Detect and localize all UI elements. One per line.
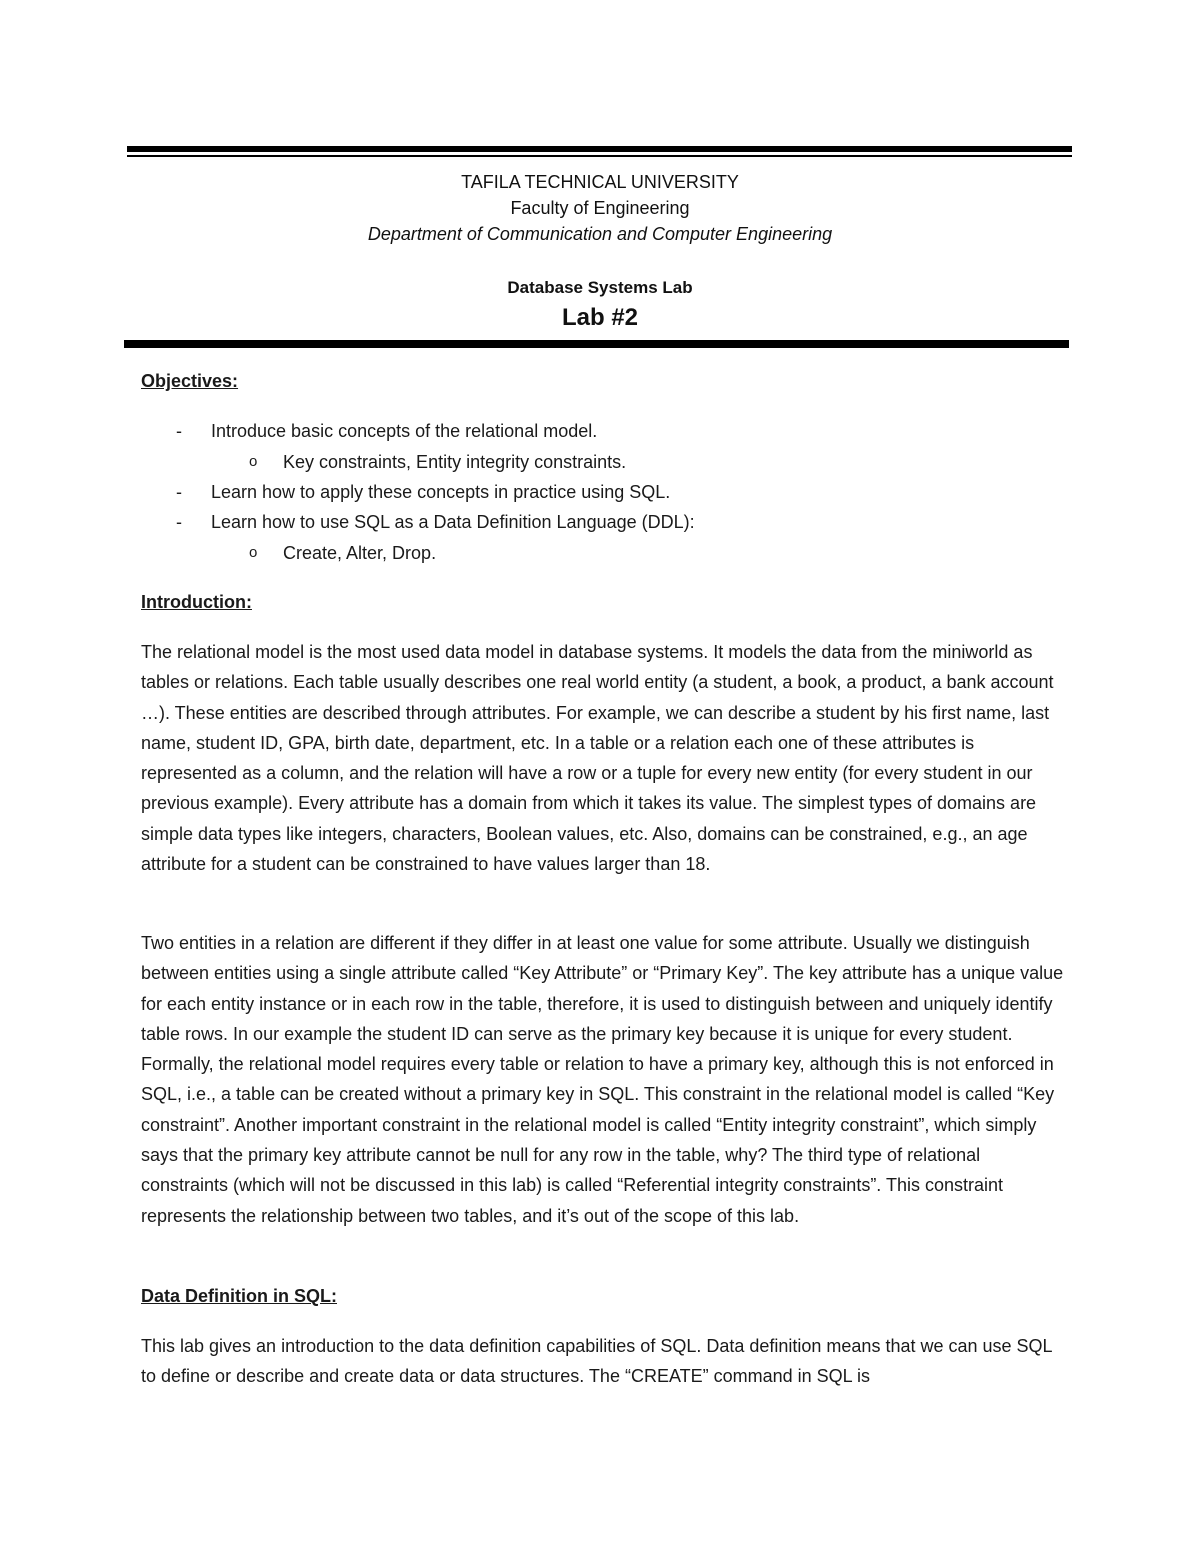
data-definition-paragraph-1: This lab gives an introduction to the data definition capabilities of SQL. Data definition means that we can use SQL to define or describe and create data or data structures. The “CREATE” command in SQL is — [141, 1336, 1052, 1387]
list-item: Learn how to apply these concepts in practice using SQL. — [211, 482, 671, 502]
lab-title: Lab #2 — [561, 304, 639, 331]
header-top-rule-thin — [127, 155, 1072, 157]
introduction-paragraph-1: The relational model is the most used data model in database systems. It models the data from the miniworld as tables or relations. Each table usually describes one real world entity (a student, a book, a product, a bank account …). These entities are described through attributes. For example, we can describe a student by his first name, last name, student ID, GPA, birth date, department, etc. In a table or a relation each one of these attributes is represented as a column, and the relation will have a row or a tuple for every new entity (for every student in our previous example). Every attribute has a domain from which it takes its value. The simplest types of domains are simple data types like integers, characters, Boolean values, etc. Also, domains can be constrained, e.g., an age attribute for a student can be constrained to have values larger than 18. — [141, 642, 1054, 875]
header-top-rule — [127, 146, 1072, 152]
introduction-paragraph-2: Two entities in a relation are different if they differ in at least one value for some attribute. Usually we distinguish between entities using a single attribute called “Key Attribute” or “Primary Key”. The key attribute has a unique value for each entity instance or in each row in the table, therefore, it is used to distinguish between and uniquely identify table rows. In our example the student ID can serve as the primary key because it is unique for every student. Formally, the relational model requires every table or relation to have a primary key, although this is not enforced in SQL, i.e., a table can be created without a primary key in SQL. This constraint in the relational model is called “Key constraint”. Another important constraint in the relational model is called “Entity integrity constraint”, which simply says that the primary key attribute cannot be null for any row in the table, why? The third type of relational constraints (which will not be discussed in this lab) is called “Referential integrity constraints”. This constraint represents the relationship between two tables, and it’s out of the scope of this lab. — [141, 933, 1064, 1226]
introduction-heading: Introduction: — [141, 592, 252, 612]
sub-list-marker: o — [249, 544, 258, 561]
objectives-heading: Objectives: — [141, 371, 239, 391]
list-item: Learn how to use SQL as a Data Definition Language (DDL): — [211, 512, 695, 532]
course-title: Database Systems Lab — [507, 278, 693, 297]
data-definition-heading: Data Definition in SQL: — [141, 1286, 337, 1306]
list-dash: - — [176, 482, 182, 502]
sub-list-item: Key constraints, Entity integrity constraints. — [283, 452, 627, 472]
list-dash: - — [176, 421, 182, 441]
list-dash: - — [176, 512, 182, 532]
header-bottom-rule — [124, 340, 1069, 348]
department-name: Department of Communication and Computer Engineering — [367, 224, 833, 244]
university-name: TAFILA TECHNICAL UNIVERSITY — [461, 172, 739, 192]
faculty-name: Faculty of Engineering — [510, 198, 690, 218]
list-item: Introduce basic concepts of the relational model. — [211, 421, 598, 441]
sub-list-marker: o — [249, 453, 258, 470]
sub-list-item: Create, Alter, Drop. — [283, 543, 437, 563]
